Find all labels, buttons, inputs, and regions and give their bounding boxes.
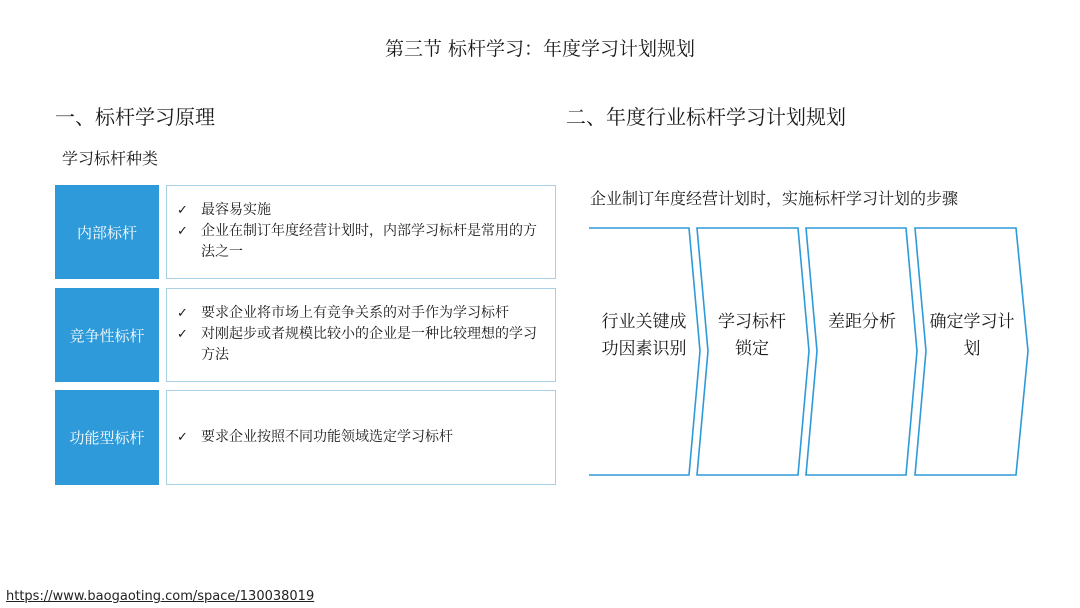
step-label-2: 学习标杆 锁定 (718, 312, 786, 359)
source-link[interactable]: https://www.baogaoting.com/space/130038019 (6, 589, 315, 604)
category-label: 内部标杆 (76, 223, 137, 242)
step-label-1: 行业关键成 功因素识别 (601, 312, 687, 359)
check-icon: ✓ (177, 203, 188, 218)
check-icon: ✓ (177, 327, 188, 342)
category-label: 竞争性标杆 (69, 326, 145, 345)
section-heading-left: 一、标杆学习原理 (55, 105, 215, 129)
bullet-item: ✓ 要求企业按照不同功能领域选定学习标杆 (177, 427, 453, 448)
page-title: 第三节 标杆学习：年度学习计划规划 (384, 38, 696, 60)
steps-intro: 企业制订年度经营计划时，实施标杆学习计划的步骤 (590, 189, 959, 208)
step-label-4: 确定学习计 划 (929, 312, 1015, 359)
bullet-item: ✓ 企业在制订年度经营计划时，内部学习标杆是常用的方法之一 (177, 223, 537, 260)
check-icon: ✓ (177, 224, 188, 239)
category-label: 功能型标杆 (69, 429, 145, 447)
check-icon: ✓ (177, 430, 188, 445)
bullet-item: ✓ 要求企业将市场上有竞争关系的对手作为学习标杆 (177, 303, 547, 324)
subheading-benchmark-types: 学习标杆种类 (62, 149, 159, 168)
chevron-step-3 (806, 228, 917, 475)
bullet-item: ✓ 对刚起步或者规模比较小的企业是一种比较理想的学习方法 (177, 326, 537, 363)
section-heading-right: 二、年度行业标杆学习计划规划 (566, 105, 846, 129)
check-icon: ✓ (177, 306, 188, 321)
step-label-3: 差距分析 (828, 312, 896, 332)
bullet-item: ✓ 最容易实施 (177, 200, 547, 221)
